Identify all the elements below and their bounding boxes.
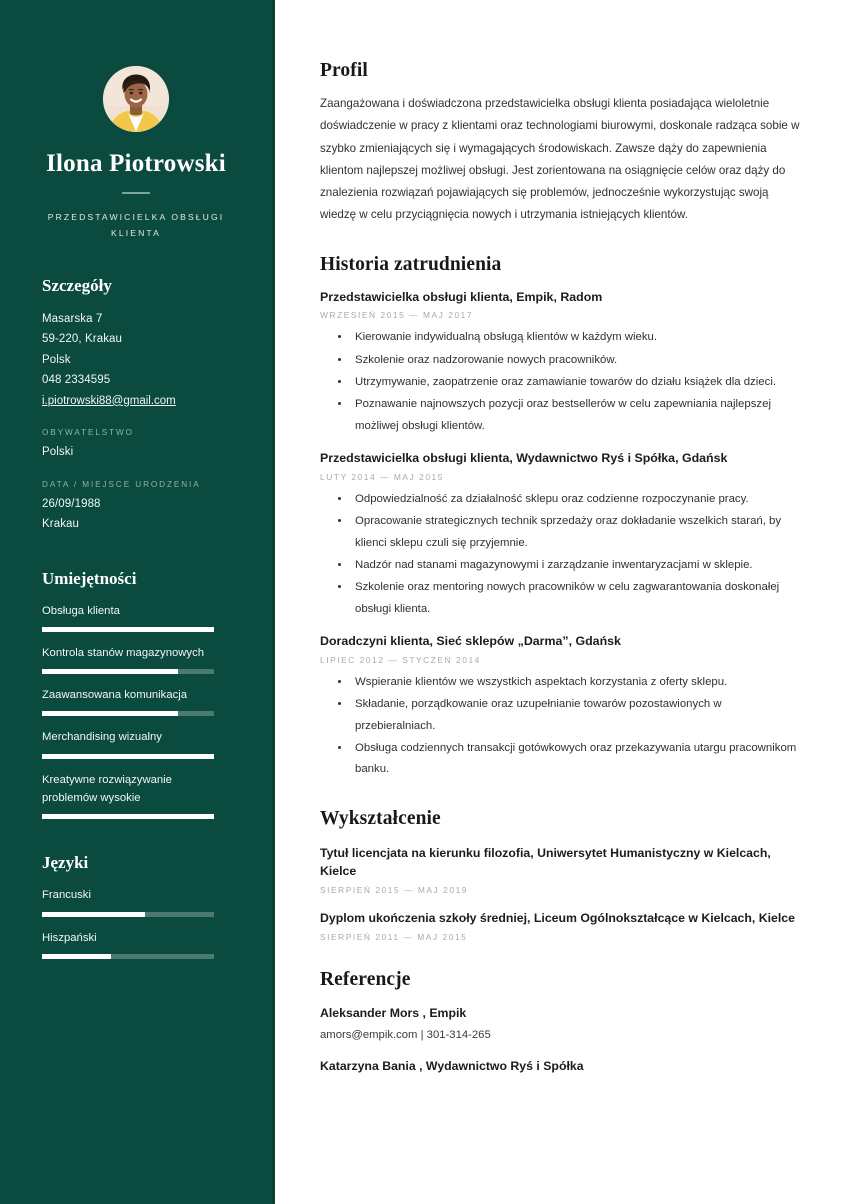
skill-label: Obsługa klienta (42, 604, 120, 617)
address-line-1: Masarska 7 (42, 312, 103, 325)
employment-bullet: • Szkolenie oraz mentoring nowych pracowników w celu zagwarantowania doskonałej obsługi klienta. (351, 577, 800, 620)
language-label: Francuski (42, 889, 91, 902)
education-entry-title: Tytuł licencjata na kierunku filozofia, Uniwersytet Humanistyczny w Kielcach, Kielce (320, 845, 771, 879)
skill-label: Kreatywne rozwiązywanie problemów wysokie (42, 773, 172, 805)
nationality-label: OBYWATELSTWO (42, 428, 134, 438)
profile-section (320, 60, 800, 227)
employment-bullet: • Nadzór nad stanami magazynowymi i zarządzanie inwentaryzacjami w sklepie. (351, 555, 800, 576)
skills-heading: Umiejętności (42, 568, 137, 588)
employment-bullet: • Składanie, porządkowanie oraz uzupełnianie towarów pozostawionych w przebieralniach. (351, 694, 800, 737)
reference-contact: amors@empik.com | 301-314-265 (320, 1029, 491, 1042)
education-entry (320, 844, 800, 895)
details-heading: Szczegóły (42, 275, 112, 295)
phone-number: 048 2334595 (42, 374, 111, 387)
avatar-container (42, 66, 230, 132)
employment-bullet: • Opracowanie strategicznych technik sprzedaży oraz dokładanie wszelkich starań, by klienci sklepu czuli się przyjemnie. (351, 511, 800, 554)
employment-entry-date: WRZESIEŃ 2015 — MAJ 2017 (320, 310, 474, 321)
employment-bullet: • Poznawanie najnowszych pozycji oraz bestsellerów w celu zapewniania najlepszej możliwej obsługi klientów. (351, 394, 800, 437)
employment-bullet-list (320, 489, 800, 620)
references-list (320, 1004, 800, 1076)
education-section (320, 808, 800, 942)
skill-level-fill (42, 754, 214, 759)
skill-level-bar (42, 814, 214, 819)
skill-level-fill (42, 711, 178, 716)
language-item (42, 929, 230, 959)
skill-level-bar (42, 627, 214, 632)
address-line-2: 59-220, Krakau (42, 333, 123, 346)
references-heading: Referencje (320, 968, 411, 990)
reference-entry (320, 1004, 800, 1045)
profile-heading: Profil (320, 60, 368, 81)
employment-entry (320, 450, 800, 620)
employment-bullet: • Utrzymywanie, zaopatrzenie oraz zamawianie towarów do działu książek dla dzieci. (351, 372, 800, 393)
language-level-fill (42, 954, 111, 959)
skill-label: Zaawansowana komunikacja (42, 689, 188, 702)
skill-level-bar (42, 754, 214, 759)
language-level-bar (42, 954, 214, 959)
skill-item (42, 771, 230, 820)
employment-entry-date: LIPIEC 2012 — STYCZEŃ 2014 (320, 655, 481, 666)
employment-bullet: • Obsługa codziennych transakcji gotówkowych oraz przekazywania utargu pracownikom banku. (351, 738, 800, 781)
employment-entry-title: Doradczyni klienta, Sieć sklepów „Darma”, Gdańsk (320, 634, 621, 649)
employment-entry (320, 633, 800, 781)
employment-bullet-list (320, 672, 800, 781)
main-content (275, 0, 852, 1204)
country: Polsk (42, 353, 71, 366)
skill-label: Kontrola stanów magazynowych (42, 646, 205, 659)
profile-text: Zaangażowana i doświadczona przedstawicielka obsługi klienta posiadająca wieloletnie doświadczenie w pracy z klientami oraz technologiami biurowymi, doskonale radząca sobie w szybko zmieniających się i wymagających środowiskach. Zawsze dąży do zapewnienia klientom najlepszej możliwej obsługi. Jest zorientowana na osiągnięcie celów oraz dąży do znalezienia rozwiązań pojawiających się problemów, jednocześnie wykorzystując swoją wiedzę w celu przyciągnięcia nowych i utrzymania istniejących klientów. (320, 97, 800, 222)
employment-entry (320, 289, 800, 438)
email-link[interactable]: i.piotrowski88@gmail.com (42, 394, 176, 407)
employment-bullet-list (320, 327, 800, 437)
sidebar (0, 0, 275, 1204)
skill-item (42, 644, 230, 674)
language-level-fill (42, 912, 145, 917)
employment-heading: Historia zatrudnienia (320, 253, 502, 275)
skill-level-bar (42, 711, 214, 716)
skill-item (42, 728, 230, 758)
education-heading: Wykształcenie (320, 807, 441, 829)
skill-level-fill (42, 814, 214, 819)
skills-list (42, 602, 230, 820)
avatar (103, 66, 169, 132)
employment-section (320, 254, 800, 781)
job-title: PRZEDSTAWICIELKA OBSŁUGI KLIENTA (47, 212, 225, 238)
language-item (42, 886, 230, 916)
references-section (320, 969, 800, 1076)
skill-item (42, 686, 230, 716)
languages-list (42, 886, 230, 959)
education-entry-date: SIERPIEŃ 2011 — MAJ 2015 (320, 931, 468, 942)
skill-item (42, 602, 230, 632)
language-label: Hiszpański (42, 931, 97, 944)
employment-bullet: • Kierowanie indywidualną obsługą klientów w każdym wieku. (351, 327, 800, 348)
skill-level-fill (42, 669, 178, 674)
employment-bullet: • Wspieranie klientów we wszystkich aspektach korzystania z oferty sklepu. (351, 672, 800, 693)
employment-entry-date: LUTY 2014 — MAJ 2015 (320, 472, 444, 483)
reference-name: Katarzyna Bania , Wydawnictwo Ryś i Spółka (320, 1059, 584, 1074)
employment-entry-title: Przedstawicielka obsługi klienta, Empik, Radom (320, 289, 603, 304)
birth-place: Krakau (42, 518, 80, 531)
employment-bullet: • Odpowiedzialność za działalność sklepu oraz codzienne rozpoczynanie pracy. (351, 489, 800, 510)
employment-entry-title: Przedstawicielka obsługi klienta, Wydawnictwo Ryś i Spółka, Gdańsk (320, 451, 728, 466)
name-divider (122, 192, 150, 194)
birth-date: 26/09/1988 (42, 497, 101, 510)
reference-name: Aleksander Mors , Empik (320, 1005, 467, 1020)
education-list (320, 844, 800, 942)
skill-level-bar (42, 669, 214, 674)
skill-label: Merchandising wizualny (42, 731, 162, 744)
language-level-bar (42, 912, 214, 917)
reference-entry (320, 1057, 800, 1075)
education-entry (320, 909, 800, 942)
employment-bullet: • Szkolenie oraz nadzorowanie nowych pracowników. (351, 350, 800, 371)
education-entry-title: Dyplom ukończenia szkoły średniej, Liceum Ogólnokształcące w Kielcach, Kielce (320, 911, 795, 926)
full-name: Ilona Piotrowski (46, 150, 226, 177)
skill-level-fill (42, 627, 214, 632)
profile-photo-icon (103, 66, 169, 132)
birth-label: DATA / MIEJSCE URODZENIA (42, 479, 201, 489)
nationality-value: Polski (42, 446, 74, 459)
education-entry-date: SIERPIEŃ 2015 — MAJ 2019 (320, 885, 468, 896)
employment-list (320, 289, 800, 781)
languages-heading: Języki (42, 853, 89, 873)
